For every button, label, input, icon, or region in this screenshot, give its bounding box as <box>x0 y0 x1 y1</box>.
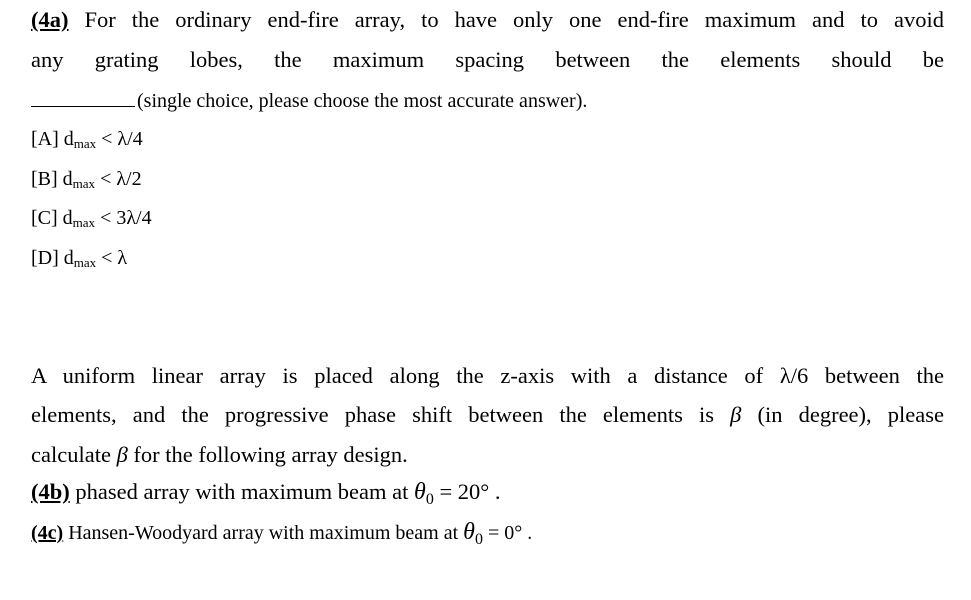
q4c-label: (4c) <box>31 522 64 544</box>
beta-symbol-2: β <box>116 442 128 467</box>
intro-text-2a: elements, and the progressive phase shift between the elements is <box>31 402 731 427</box>
option-b-sub: max <box>72 176 96 191</box>
q4a-text-2: any grating lobes, the maximum spacing between the elements should be <box>31 47 944 72</box>
q4b-line <box>31 477 501 515</box>
option-d <box>31 243 127 278</box>
option-a <box>31 124 143 159</box>
intro-text-2b: (in degree), please <box>741 402 944 427</box>
q4c-text: Hansen-Woodyard array with maximum beam at <box>63 522 464 544</box>
q4a-text-1: For the ordinary end-fire array, to have only one end-fire maximum and to avoid <box>68 7 944 32</box>
q4b-text: phased array with maximum beam at <box>69 479 415 504</box>
q4b-theta-sub: 0 <box>425 491 434 508</box>
q4b-value: = 20° . <box>433 479 501 504</box>
option-a-key: [A] d <box>31 128 74 150</box>
q4c-line <box>31 517 532 555</box>
intro-line-1 <box>31 361 944 391</box>
intro-text-1: A uniform linear array is placed along the z-axis with a distance of λ/6 between the <box>31 363 944 388</box>
q4a-line-1 <box>31 5 944 35</box>
option-b-key: [B] d <box>31 168 73 190</box>
option-d-value: < λ <box>96 247 128 269</box>
q4b-label: (4b) <box>31 479 70 504</box>
answer-blank <box>31 86 135 107</box>
beta-symbol: β <box>730 402 742 427</box>
q4c-theta-sub: 0 <box>474 531 483 548</box>
q4a-text-3: (single choice, please choose the most accurate answer). <box>137 90 588 112</box>
q4a-line-3 <box>31 85 587 116</box>
option-a-value: < λ/4 <box>96 128 143 150</box>
intro-line-3 <box>31 440 408 470</box>
option-d-sub: max <box>73 255 97 270</box>
option-a-sub: max <box>73 136 97 151</box>
intro-text-3a: calculate <box>31 442 117 467</box>
q4a-label: (4a) <box>31 7 69 32</box>
option-c-key: [C] d <box>31 207 73 229</box>
q4c-value: = 0° . <box>482 522 533 544</box>
option-b-value: < λ/2 <box>95 168 142 190</box>
option-c-sub: max <box>72 215 96 230</box>
option-c-value: < 3λ/4 <box>95 207 152 229</box>
option-d-key: [D] d <box>31 247 74 269</box>
option-c <box>31 203 152 238</box>
q4b-theta: θ <box>414 479 426 505</box>
intro-text-3b: for the following array design. <box>127 442 408 467</box>
intro-line-2 <box>31 400 944 430</box>
q4c-theta: θ <box>463 519 475 545</box>
q4a-line-2 <box>31 45 944 75</box>
option-b <box>31 164 142 199</box>
